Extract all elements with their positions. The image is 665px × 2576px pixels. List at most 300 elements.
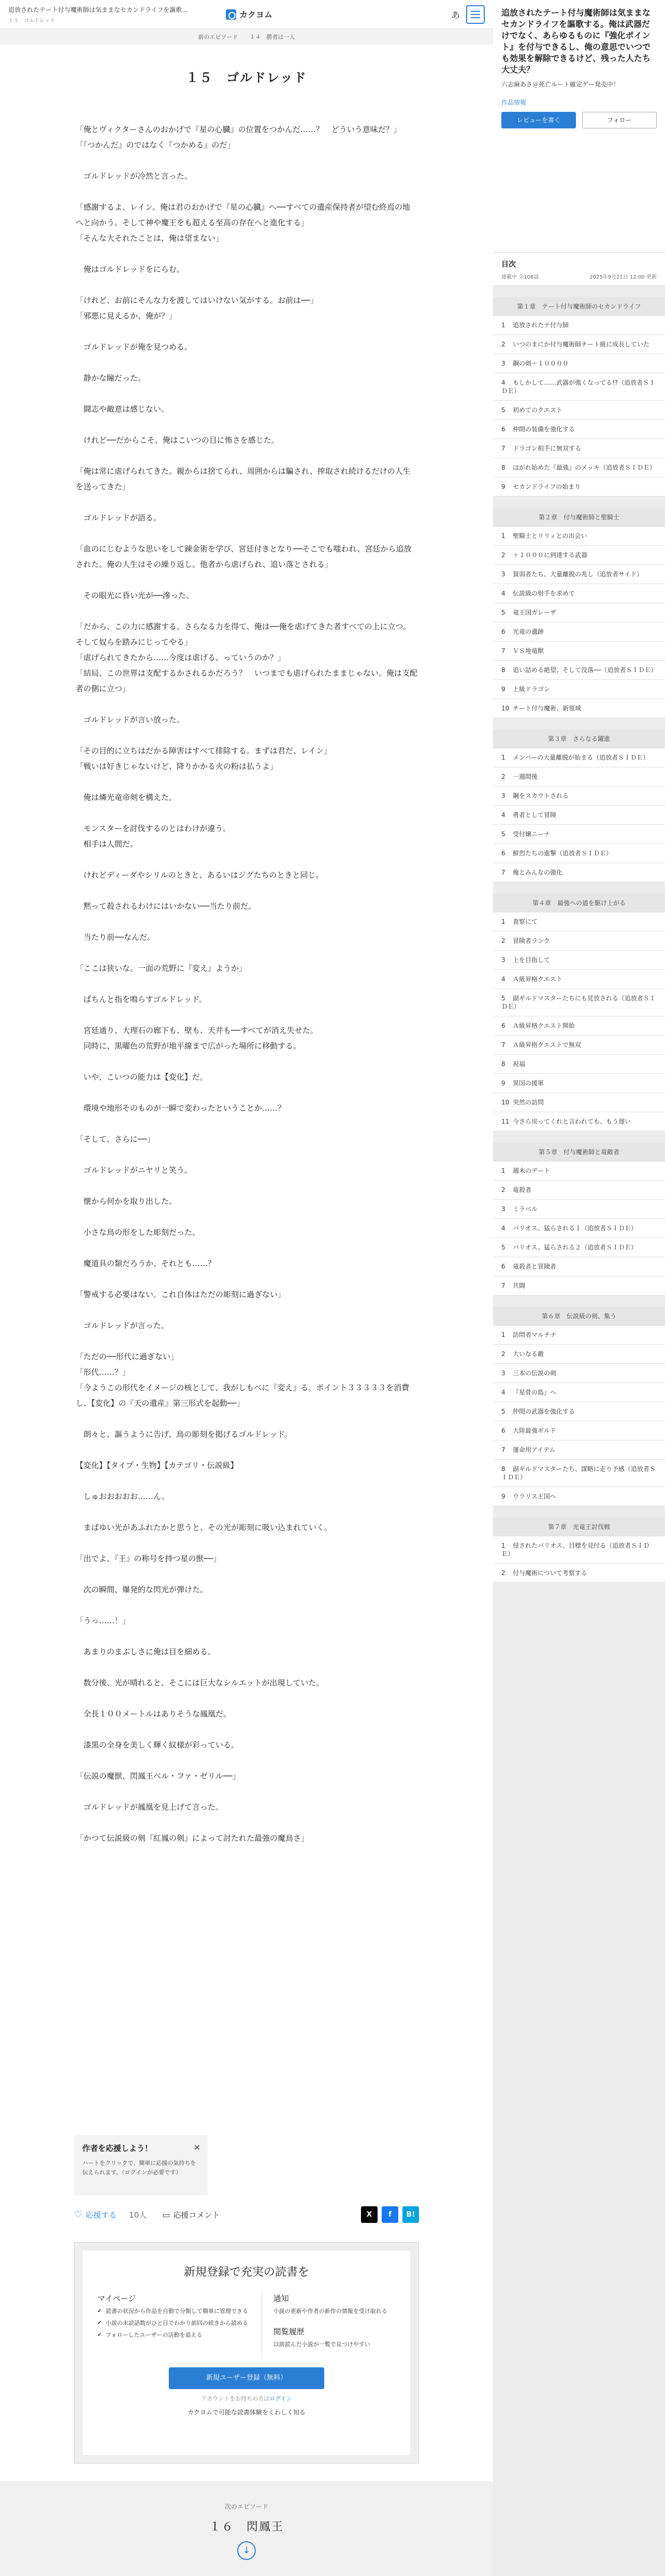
toc-episode-number: 11 [501, 1118, 510, 1125]
body-paragraph: 魔道具の類だろうか、それとも……？ [76, 1259, 216, 1268]
toc-episode-item[interactable] [493, 527, 665, 546]
toc-episode-title: 異国の援軍 [513, 1080, 544, 1087]
next-episode-title[interactable]: １６ 閃鳳王 [209, 2521, 284, 2534]
toc-episode-item[interactable] [493, 401, 665, 420]
body-paragraph [76, 1597, 417, 1613]
body-paragraph: ゴルドレッドが言い放った。 [76, 715, 184, 724]
toc-episode-title: 今さら戻ってくれと言われても、もう遅い [513, 1118, 631, 1125]
font-settings-button[interactable]: あ [451, 10, 460, 21]
toc-episode-number: 1 [501, 532, 505, 540]
notice-heading: 通知 [273, 2294, 289, 2303]
sidebar [493, 0, 665, 2576]
body-paragraph [76, 1722, 417, 1737]
body-paragraph: 小さな鳥の形をした彫刻だった。 [76, 1228, 200, 1237]
body-paragraph [76, 852, 417, 867]
toc-episode-title: 竜殺者と冒険者 [513, 1263, 557, 1270]
toc-episode-title: 副ギルドマスターたちにも見放される（追放者ＳＩＤＥ） [501, 995, 656, 1010]
toc-episode-item[interactable] [493, 603, 665, 622]
toc-episode-item[interactable] [493, 1257, 665, 1276]
toc-chapter-heading[interactable]: 第３章 さらなる躍進 [493, 730, 665, 748]
body-paragraph: 同時に、黒曜色の荒野が地平線まで広がった場所に移動する。 [76, 1041, 301, 1051]
toc-episode-item[interactable] [493, 989, 665, 1016]
body-paragraph [76, 1753, 417, 1768]
body-paragraph: 全長１００メートルはありそうな鳳凰だ。 [76, 1709, 232, 1719]
toc-episode-number: 4 [501, 379, 505, 386]
body-paragraph [76, 1240, 417, 1256]
body-paragraph [76, 1815, 417, 1830]
toc-episode-title: 竜王国ガレーザ [513, 609, 557, 616]
toc-episode-item[interactable] [493, 622, 665, 642]
body-paragraph [76, 774, 417, 790]
toc-episode-title: 追放されたテ付与師 [513, 322, 569, 329]
body-paragraph [76, 324, 417, 339]
body-paragraph [76, 1566, 417, 1582]
toc-episode-title: 聖騎士とリリィとの出会い [513, 532, 587, 540]
toc-episode-title: 上級ドラゴン [513, 686, 551, 693]
body-paragraph: 次の瞬間、爆発的な閃光が弾けた。 [76, 1585, 208, 1594]
toc-episode-title: 追い詰める絶望、そして没落──（追放者ＳＩＤＥ） [513, 666, 657, 674]
toc-episode-item[interactable] [493, 1161, 665, 1181]
toc-episode-title: 勇者として冒険 [513, 811, 557, 819]
toc-episode-title: 上を目指して [513, 956, 551, 964]
toc-episode-title: もしかして……武器が強くなってる!?（追放者ＳＩＤＥ） [501, 379, 656, 395]
toc-episode-number: 7 [501, 445, 505, 452]
toc-episode-title: 初めてのクエスト [513, 406, 562, 414]
body-paragraph [76, 277, 417, 293]
toc-episode-title: Ａ級昇格クエスト開始 [513, 1022, 575, 1029]
toc-list [493, 286, 665, 1583]
mypage-feature: ✔ 小説の未読話数がひと目でわかり前回の続きから読める [97, 2319, 251, 2327]
body-paragraph: その眼光に昏い光が──滲った。 [76, 591, 194, 600]
toc-episode-item[interactable] [493, 565, 665, 584]
learn-more-link[interactable]: カクヨムで可能な読書体験をくわしく知る [187, 2409, 306, 2416]
toc-episode-item[interactable] [493, 806, 665, 825]
body-paragraph [76, 572, 417, 588]
kakuyomu-logo[interactable] [226, 8, 272, 20]
login-line [97, 2394, 396, 2403]
reaction-bar [74, 2204, 419, 2225]
toc-episode-title: Ａ級昇格クエストで無双 [513, 1041, 581, 1049]
body-paragraph: 「今ようこの形代をイメージの核として、我がしもべに『変え』る。ポイント３３３３３を消費し、【変化】の『天の遺産』第三形式を起動──」 [76, 1383, 410, 1408]
toc-episode-number: 9 [501, 1080, 505, 1087]
toc-episode-item[interactable] [493, 1345, 665, 1364]
body-paragraph [76, 1628, 417, 1644]
logo-text: カクヨム [239, 10, 273, 20]
toc-episode-item[interactable] [493, 1364, 665, 1383]
toc-episode-item[interactable] [493, 1200, 665, 1219]
toc-episode-item[interactable] [493, 1016, 665, 1036]
sidebar-work-title[interactable]: 追放されたテート付与魔術師は気ままなセカンドライフを謳歌する。俺は武器だけでなく、あらゆるものに『強化ポイント』を付与できるし、俺の意思でいつでも効果を解除できるけど、残った人たち大丈夫？ [501, 8, 651, 75]
history-heading: 閲覧履歴 [273, 2327, 305, 2336]
body-paragraph [76, 1411, 417, 1427]
body-paragraph [76, 1054, 417, 1069]
body-paragraph [76, 1007, 417, 1023]
toc-episode-item[interactable] [493, 912, 665, 932]
body-paragraph [76, 386, 417, 401]
cheer-description: ハートをクリックで、簡単に応援の気持ちを伝えられます。（ログインが必要です） [82, 2160, 196, 2176]
cheer-title: 作者を応援しよう！ [82, 2144, 153, 2153]
toc-episode-item[interactable] [493, 951, 665, 970]
toc-episode-item[interactable] [493, 1112, 665, 1131]
toc-episode-number: 4 [501, 811, 505, 819]
body-paragraph: 当たり前──なんだ。 [76, 933, 155, 942]
body-paragraph [76, 1442, 417, 1458]
body-paragraph: 「かつて伝説級の剣『紅鳳の剣』によって討たれた最強の魔鳥さ」 [76, 1833, 309, 1843]
login-prefix: アカウントをお持ちの方は [201, 2395, 270, 2402]
toc-episode-item[interactable] [493, 1421, 665, 1440]
body-paragraph: いや、こいつの能力は【変化】だ。 [76, 1072, 208, 1082]
toc-episode-item[interactable] [493, 699, 665, 718]
body-paragraph: 「俺とヴィクターさんのおかげで『星の心臓』の位置をつかんだ……？ どういう意味だ？」 [76, 125, 401, 134]
toc-episode-item[interactable] [493, 1219, 665, 1238]
body-paragraph: ゴルドレッドが言った。 [76, 1321, 169, 1330]
toc-episode-item[interactable] [493, 316, 665, 335]
toc-episode-title: 光竜の遺跡 [513, 628, 544, 635]
toc-label: 目次 [501, 260, 516, 269]
toc-episode-number: 5 [501, 995, 505, 1002]
toc-episode-item[interactable] [493, 1326, 665, 1345]
body-paragraph: 「血のにじむような思いをして錬金術を学び、宮廷付きとなり──そこでも嗤われ、宮廷から追放された。俺の人生はその繰り返し。他者から虐げられ、追い落とされる」 [76, 544, 412, 569]
toc-episode-title: 冒険者ランク [513, 937, 550, 944]
toc-episode-item[interactable] [493, 477, 665, 497]
toc-episode-item[interactable] [493, 584, 665, 603]
toc-episode-item[interactable] [493, 1276, 665, 1296]
prev-episode-link[interactable]: 前のエピソード [198, 34, 238, 40]
toc-episode-number: 1 [501, 754, 505, 761]
toc-chapter-heading[interactable]: 第７章 光竜王討伐戦 [493, 1518, 665, 1536]
body-paragraph: 俺はゴルドレッドをにらむ。 [76, 265, 184, 274]
toc-episode-item[interactable] [493, 1074, 665, 1093]
sidebar-author[interactable]: 六志麻あさ＠死亡ルート確定ゲー発売中！ [501, 81, 620, 88]
toc-episode-number: 6 [501, 1022, 505, 1029]
toc-episode-number: 2 [501, 551, 505, 559]
toc-episode-item[interactable] [493, 335, 665, 354]
body-paragraph: 「俺は常に虐げられてきた。親からは捨てられ、周囲からは騙され、搾取され続けるだけの人生を送ってきた」 [76, 467, 411, 491]
toc-episode-title: 大陸最強ギルド [513, 1427, 556, 1434]
toc-episode-title: 査察にて [513, 918, 538, 925]
body-paragraph: 「戦いは好きじゃないけど、降りかかる火の粉は払うよ」 [76, 762, 278, 771]
toc-episode-item[interactable] [493, 661, 665, 680]
mypage-heading: マイページ [97, 2294, 136, 2303]
toc-episode-number: 8 [501, 464, 505, 471]
toc-episode-title: ミラベル [513, 1205, 538, 1213]
body-paragraph [76, 417, 417, 432]
toc-episode-number: 6 [501, 628, 505, 635]
toc-episode-item[interactable] [493, 1487, 665, 1506]
toc-episode-number: 3 [501, 360, 505, 367]
toc-episode-number: 8 [501, 666, 505, 674]
toc-episode-title: バリオス、猛らされる２（追放者ＳＩＤＥ） [513, 1244, 638, 1251]
toc-episode-title: 鋼の剣＋１００００ [513, 360, 569, 367]
toc-episode-title: 運命用アイテム [513, 1446, 556, 1453]
body-paragraph: 数分後、光が晴れると、そこには巨大なシルエットが出現していた。 [76, 1678, 324, 1687]
body-paragraph: 俺は燐光竜帝剣を構えた。 [76, 793, 177, 802]
toc-episode-number: 3 [501, 792, 505, 799]
toc-episode-title: 大いなる敵 [513, 1350, 544, 1358]
body-paragraph: 朗々と、謳うように告げ、鳥の彫刻を掲げるゴルドレッド。 [76, 1430, 292, 1439]
toc-episode-number: 7 [501, 869, 505, 876]
share-buttons [361, 2206, 419, 2223]
toc-episode-item[interactable] [493, 373, 665, 401]
body-paragraph: ゴルドレッドが語る。 [76, 513, 161, 522]
toc-episode-number: 10 [501, 705, 510, 712]
arrow-down-circle-icon[interactable]: ↓ [237, 2541, 256, 2560]
toc-episode-number: 4 [501, 1389, 505, 1396]
toc-episode-title: 付与魔術について考察する [513, 1569, 587, 1577]
body-paragraph [76, 914, 417, 929]
next-episode-link[interactable]: １４ 勝者は一人 [249, 34, 295, 40]
work-info[interactable] [8, 5, 195, 24]
toc-episode-title: 仲間の装備を強化する [513, 426, 575, 433]
toc-episode-number: 2 [501, 937, 505, 944]
body-paragraph [76, 1178, 417, 1194]
body-paragraph [76, 1535, 417, 1551]
body-paragraph [76, 1691, 417, 1706]
toc-episode-title: Ａ級昇格クエスト [513, 976, 562, 983]
share-x-button[interactable]: X [361, 2206, 378, 2223]
toc-episode-title: チート付与魔術、新領域 [513, 705, 582, 712]
toc-episode-item[interactable] [493, 932, 665, 951]
main-content [0, 45, 493, 1846]
body-paragraph: ゴルドレッドが鳳凰を見上げて言った。 [76, 1802, 223, 1812]
toc-chapter-heading[interactable]: 第１章 テート付与魔術師のセカンドライフ [493, 297, 665, 316]
toc-episode-item[interactable] [493, 439, 665, 458]
next-episode-label: 次のエピソード [224, 2503, 268, 2510]
body-paragraph [76, 1116, 417, 1131]
body-paragraph [76, 945, 417, 960]
body-paragraph: 懐から何かを取り出した。 [76, 1197, 177, 1206]
body-paragraph [76, 1333, 417, 1349]
toc-episode-number: 2 [501, 341, 505, 348]
body-paragraph: 「そんな大それたことは、俺は望まない」 [76, 234, 224, 243]
toc-episode-number: 9 [501, 483, 505, 490]
toc-episode-title: 突然の訪問 [513, 1099, 544, 1106]
body-paragraph: 闘志や敵意は感じない。 [76, 404, 169, 414]
body-paragraph: 「感謝するよ、レイン。俺は君のおかげで『星の心臓』へ──すべての遺産保持者が望む終焉の地へと向かう。そして神や魔王をも超える至高の存在へと進化する」 [76, 202, 410, 227]
toc-episode-title: ＋１０００に到達する武器 [513, 551, 588, 559]
toc-episode-item[interactable] [493, 680, 665, 699]
toc-episode-item[interactable] [493, 863, 665, 882]
toc-episode-number: 5 [501, 831, 505, 838]
episode-body [76, 122, 417, 1846]
close-icon[interactable]: ✕ [193, 2143, 200, 2152]
toc-episode-number: 6 [501, 1263, 505, 1270]
work-title-link[interactable]: 追放されたテート付与魔術師は気ままなセカンドライフを謳歌… [8, 6, 189, 13]
body-paragraph [76, 603, 417, 619]
body-paragraph: 「けれど、お前にそんな力を渡してはいけない気がする。お前は──」 [76, 296, 319, 305]
body-paragraph: 「出でよ、『王』の称号を持つ星の獣──」 [76, 1554, 221, 1563]
body-paragraph [76, 805, 417, 821]
body-paragraph: けれど──だからこそ、俺はこいつの目に怖さを感じた。 [76, 435, 279, 445]
body-paragraph [76, 448, 417, 463]
toc-episode-number: 9 [501, 1493, 505, 1500]
toc-episode-number: 7 [501, 1041, 505, 1049]
toc-episode-item[interactable] [493, 844, 665, 863]
share-facebook-button[interactable]: f [382, 2206, 398, 2223]
toc-chapter-heading[interactable]: 第５章 付与魔術師と竜敵者 [493, 1143, 665, 1161]
login-link[interactable]: ログイン [269, 2395, 292, 2402]
mypage-feature: ✔ フォローしたユーザーの活動を追える [97, 2331, 251, 2339]
toc-episode-title: 受付嬢ニーナ [513, 831, 551, 838]
body-paragraph [76, 1085, 417, 1100]
work-info-link[interactable]: 作品情報 [501, 99, 527, 106]
toc-count: 連載中 全108話 [501, 274, 539, 280]
toc-episode-number: 4 [501, 590, 505, 597]
toc-episode-title: 祝福 [513, 1060, 526, 1068]
cheer-comment-button[interactable]: 応援コメント [173, 2210, 220, 2220]
toc-episode-item[interactable] [493, 970, 665, 989]
toc-episode-number: 1 [501, 1167, 505, 1174]
body-paragraph [76, 1271, 417, 1287]
body-paragraph [76, 1209, 417, 1225]
follow-button[interactable]: フォロー [582, 112, 657, 128]
toc-episode-title: ドラゴン相手に無双する [513, 445, 582, 452]
toc-episode-item[interactable] [493, 1536, 665, 1564]
toc-episode-item[interactable] [493, 787, 665, 806]
toc-episode-number: 4 [501, 976, 505, 983]
toc-episode-title: バリオス、猛らされる１（追放者ＳＩＤＥ） [513, 1225, 638, 1232]
toc-episode-number: 5 [501, 406, 505, 414]
mypage-feature: ✔ 読書の状況から作品を自動で分類して簡単に管理できる [97, 2307, 251, 2316]
body-paragraph [76, 696, 417, 712]
toc-episode-number: 8 [501, 1465, 505, 1473]
toc-episode-number: 5 [501, 1408, 505, 1415]
toc-episode-title: セカンドライフの始まり [513, 483, 581, 490]
toc-episode-number: 9 [501, 686, 505, 693]
toc-episode-item[interactable] [493, 420, 665, 439]
toc-episode-title: 俺とみんなの強化 [513, 869, 563, 876]
toc-episode-title: 『星骨の島』へ [513, 1389, 557, 1396]
cheer-button[interactable]: 応援する [85, 2210, 117, 2220]
toc-episode-number: 3 [501, 1370, 505, 1377]
register-promo [74, 2242, 419, 2464]
body-paragraph [76, 355, 417, 370]
body-paragraph: 相手は人間だ。 [76, 839, 138, 849]
body-paragraph [76, 976, 417, 992]
cheer-count[interactable]: 10人 [129, 2210, 147, 2220]
toc-episode-title: 鋼をスカウトされる [513, 792, 569, 799]
heart-icon[interactable]: ♡ [74, 2209, 83, 2220]
toc-episode-title: 伝説級の射手を求めて [513, 590, 575, 597]
body-paragraph [76, 1147, 417, 1162]
toc-episode-number: 3 [501, 956, 505, 964]
body-paragraph: モンスターを討伐するのとはわけが違う。 [76, 824, 231, 833]
toc-episode-number: 1 [501, 322, 505, 329]
toc-episode-item[interactable] [493, 546, 665, 565]
toc-episode-number: 1 [501, 1331, 505, 1338]
toc-episode-item[interactable] [493, 1440, 665, 1460]
toc-episode-item[interactable] [493, 825, 665, 844]
toc-episode-item[interactable] [493, 748, 665, 767]
body-paragraph [76, 883, 417, 898]
toc-episode-item[interactable] [493, 1093, 665, 1112]
toc-episode-item[interactable] [493, 1402, 665, 1421]
share-hatena-button[interactable]: B! [402, 2206, 419, 2223]
body-paragraph [76, 1302, 417, 1318]
toc-episode-number: 7 [501, 1282, 505, 1289]
body-paragraph: 宮廷通り、大理石の廊下も、壁も、天井も──すべてが消え失せた。 [76, 1026, 318, 1035]
toc-episode-number: 6 [501, 850, 505, 857]
toc-chapter-heading[interactable]: 第４章 最強への道を駆け上がる [493, 894, 665, 912]
toc-episode-number: 1 [501, 1542, 505, 1549]
toc-episode-item[interactable] [493, 1036, 665, 1055]
toc-episode-item[interactable] [493, 1564, 665, 1583]
toc-episode-number: 2 [501, 1350, 505, 1358]
toc-episode-item[interactable] [493, 1238, 665, 1257]
body-paragraph: 「『つかんだ』のではなく『つかめる』のだ」 [76, 140, 235, 150]
toc-episode-number: 8 [501, 1060, 505, 1068]
toc-episode-title: 共闘 [513, 1282, 526, 1289]
signup-button[interactable]: 新規ユーザー登録（無料） [169, 2367, 324, 2389]
register-title: 新規登録で充実の読書を [183, 2266, 309, 2279]
body-paragraph: 「伝説の魔獣、閃鳳王ベル・ファ・ゼリル──」 [76, 1771, 240, 1781]
toc-episode-number: 7 [501, 647, 505, 654]
toc-episode-item[interactable] [493, 767, 665, 787]
body-paragraph: 静かな瞳だった。 [76, 373, 146, 383]
toc-episode-title: いつのまにか付与魔術師チート級に成長していた [513, 341, 650, 348]
toc-episode-title: 三本の伝説の剣 [513, 1370, 557, 1377]
next-episode-band[interactable] [0, 2481, 493, 2576]
toc-updated: 2025年9月21日 12:00 更新 [589, 274, 657, 280]
toc-episode-number: 2 [501, 1186, 505, 1194]
body-paragraph: 黙って殺されるわけにはいかない──当たり前だ。 [76, 901, 256, 911]
body-paragraph: ぱちんと指を鳴らすゴルドレッド。 [76, 995, 207, 1004]
current-episode-label: １５ ゴルドレッド [8, 18, 55, 24]
kakuyomu-logo-icon [226, 9, 236, 20]
comment-icon: ▭ [162, 2209, 170, 2220]
toc-episode-number: 10 [501, 1099, 510, 1106]
write-review-button[interactable]: レビューを書く [501, 112, 576, 128]
toc-episode-title: 一週間後 [513, 773, 538, 780]
toc-episode-item[interactable] [493, 458, 665, 477]
toc-episode-title: 仲間の武器を強化する [513, 1408, 575, 1415]
toc-header [493, 253, 665, 286]
toc-chapter-heading[interactable]: 第２章 付与魔術師と聖騎士 [493, 508, 665, 527]
toc-episode-number: 5 [501, 609, 505, 616]
body-paragraph [76, 1660, 417, 1675]
toc-episode-number: 2 [501, 773, 505, 780]
toc-episode-item[interactable] [493, 1383, 665, 1402]
toc-episode-title: ＶＳ地竜獣 [513, 647, 544, 654]
body-paragraph: 「虐げられてきたから……今度は虐げる、っていうのか？」 [76, 653, 286, 662]
body-paragraph: 「邪悪に見えるか、俺が？」 [76, 311, 177, 321]
body-paragraph [76, 1504, 417, 1520]
body-paragraph: あまりのまぶしさに俺は目を細める。 [76, 1647, 216, 1656]
sidebar-work-header [493, 0, 665, 253]
toc-chapter-heading[interactable]: 第６章 伝説級の剣、集う [493, 1307, 665, 1326]
body-paragraph: ゴルドレッドが冷然と言った。 [76, 171, 192, 181]
body-paragraph: 漆黒の全身を美しく輝く紋様が彩っている。 [76, 1740, 239, 1750]
toc-episode-item[interactable] [493, 1460, 665, 1487]
notice-description: 小説の更新や作者の新作の情報を受け取れる [273, 2308, 387, 2315]
toc-episode-item[interactable] [493, 642, 665, 661]
history-description: 以前読んだ小説が一覧で見つけやすい [273, 2341, 370, 2348]
toc-episode-title: 週末のデート [513, 1167, 551, 1174]
body-paragraph: まばゆい光があふれたかと思うと、その光が彫刻に吸い込まれていく。 [76, 1523, 332, 1532]
toc-episode-title: 竜殺者 [513, 1186, 532, 1194]
hamburger-menu-icon[interactable] [466, 5, 485, 24]
body-paragraph: 「ただの──形代に過ぎない」 [76, 1352, 179, 1361]
body-paragraph [76, 184, 417, 199]
body-paragraph: 「うっ……！」 [76, 1616, 131, 1625]
toc-episode-number: 7 [501, 1446, 505, 1453]
body-paragraph: 「だから、この力に感謝する。さらなる力を得て、俺は──俺を虐げてきた者すべての上に立つ。そして奴らを踏みにじってやる」 [76, 622, 411, 647]
toc-episode-item[interactable] [493, 354, 665, 373]
toc-episode-item[interactable] [493, 1055, 665, 1074]
toc-episode-item[interactable] [493, 1181, 665, 1200]
toc-episode-number: 5 [501, 1244, 505, 1251]
toc-episode-number: 2 [501, 1569, 505, 1577]
